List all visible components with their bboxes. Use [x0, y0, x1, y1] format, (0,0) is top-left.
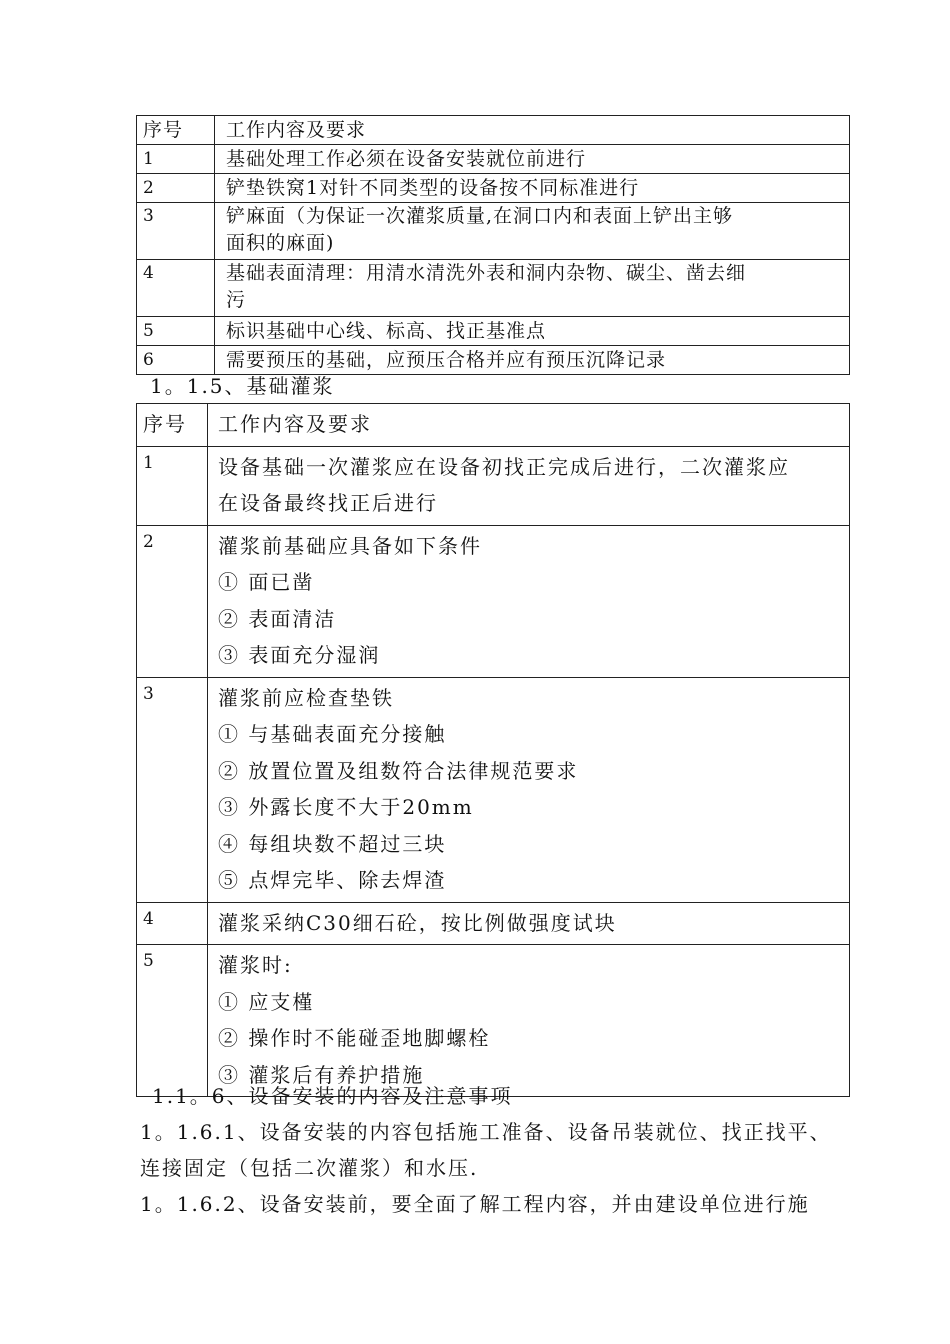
table-row — [137, 145, 850, 174]
row-content-line: ① 应支槿 — [218, 989, 315, 1014]
table-row — [137, 902, 850, 945]
table-row — [137, 677, 850, 902]
row-seq: 1 — [137, 446, 208, 525]
row-content — [208, 525, 850, 677]
table-row — [137, 446, 850, 525]
row-seq: 2 — [137, 174, 215, 203]
table-header-row — [137, 116, 850, 145]
header-seq: 序号 — [137, 116, 215, 145]
row-content — [215, 260, 850, 317]
row-content: 铲垫铁窝1对针不同类型的设备按不同标准进行 — [215, 174, 850, 203]
row-content-line: ① 与基础表面充分接触 — [218, 722, 447, 746]
row-content-line: ② 操作时不能碰歪地脚螺栓 — [218, 1026, 491, 1050]
paragraph-line: 1。1.6.1、设备安装的内容包括施工准备、设备吊装就位、找正找平、 — [140, 1120, 832, 1144]
row-seq: 3 — [137, 677, 208, 902]
table-header-row — [137, 404, 850, 447]
row-content: 标识基础中心线、标高、找正基准点 — [215, 317, 850, 346]
row-content-line: 灌浆时: — [218, 953, 293, 977]
work-content-table-2 — [136, 403, 850, 1097]
row-content-line: 基础表面清理：用清水清洗外表和洞内杂物、碳尘、凿去细 — [226, 262, 747, 284]
row-content-line: ③ 灌浆后有养护措施 — [218, 1062, 425, 1087]
row-seq: 5 — [137, 945, 208, 1097]
row-content-line: 灌浆采纳C30细石砼，按比例做强度试块 — [218, 910, 617, 935]
paragraph-line: 连接固定（包括二次灌浆）和水压. — [140, 1156, 479, 1180]
row-seq: 3 — [137, 203, 215, 260]
table-row — [137, 317, 850, 346]
row-content-line: 灌浆前应检查垫铁 — [218, 685, 394, 710]
row-content-line: 面积的麻面) — [226, 232, 335, 254]
row-content-line: 在设备最终找正后进行 — [218, 491, 438, 515]
row-content-line: ③ 外露长度不大于20mm — [218, 795, 474, 819]
row-seq: 4 — [137, 260, 215, 317]
row-content — [215, 203, 850, 260]
row-content-line: 灌浆前基础应具备如下条件 — [218, 533, 482, 558]
paragraph-line: 1。1.6.2、设备安装前，要全面了解工程内容，并由建设单位进行施 — [140, 1192, 810, 1216]
header-content — [208, 404, 850, 447]
header-content: 工作内容及要求 — [215, 116, 850, 145]
section-heading: 1.1。6、设备安装的内容及注意事项 — [152, 1084, 513, 1108]
row-content-line: ④ 每组块数不超过三块 — [218, 831, 447, 856]
work-content-table-1 — [136, 115, 850, 375]
row-seq: 1 — [137, 145, 215, 174]
row-content-line: ③ 表面充分湿润 — [218, 643, 381, 667]
row-content — [208, 677, 850, 902]
row-content — [208, 945, 850, 1097]
row-content-line: 铲麻面（为保证一次灌浆质量,在洞口内和表面上铲出主够 — [226, 205, 734, 227]
row-content — [208, 902, 850, 945]
row-content — [208, 446, 850, 525]
row-seq: 2 — [137, 525, 208, 677]
row-content-line: ① 面已凿 — [218, 570, 315, 594]
row-content: 需要预压的基础，应预压合格并应有预压沉降记录 — [215, 346, 850, 375]
row-content: 基础处理工作必须在设备安装就位前进行 — [215, 145, 850, 174]
table-row — [137, 203, 850, 260]
row-content-line: ⑤ 点焊完毕、除去焊渣 — [218, 868, 447, 892]
table-row — [137, 260, 850, 317]
row-content-line: ② 放置位置及组数符合法律规范要求 — [218, 758, 579, 783]
row-content-line: 设备基础一次灌浆应在设备初找正完成后进行，二次灌浆应 — [218, 454, 790, 479]
row-seq: 6 — [137, 346, 215, 375]
table-row — [137, 174, 850, 203]
row-seq: 4 — [137, 902, 208, 945]
row-content-line: 污 — [226, 289, 247, 311]
header-content-text: 工作内容及要求 — [218, 412, 372, 436]
table-row — [137, 945, 850, 1097]
row-seq: 5 — [137, 317, 215, 346]
section-heading: 1。1.5、基础灌浆 — [150, 374, 335, 398]
row-content-line: ② 表面清洁 — [218, 606, 337, 631]
header-seq: 序号 — [137, 404, 208, 447]
table-row — [137, 525, 850, 677]
